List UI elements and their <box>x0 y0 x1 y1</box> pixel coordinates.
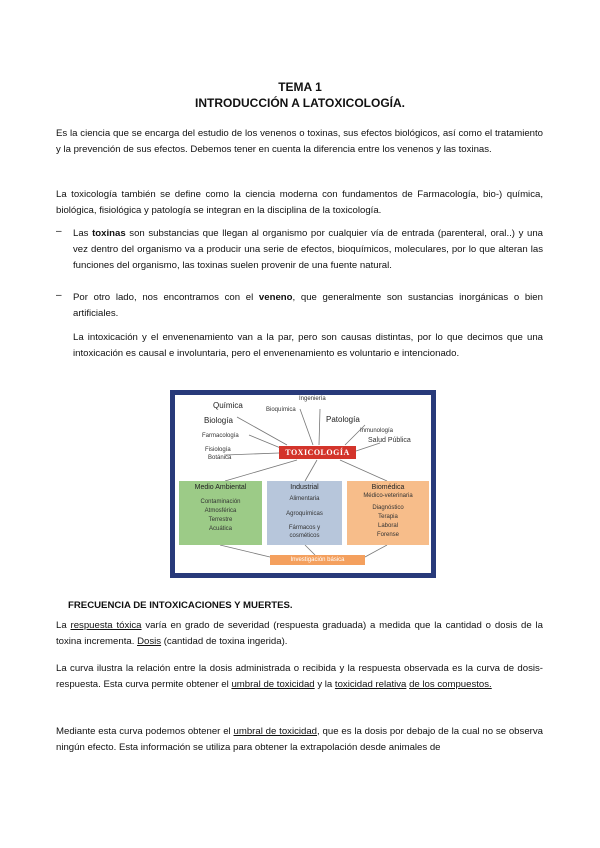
box-line: Diagnóstico <box>372 505 404 511</box>
underlined-term: Dosis <box>137 636 162 647</box>
box-line: Agroquímicas <box>286 511 323 517</box>
underlined-term: umbral de toxicidad <box>233 726 318 737</box>
intro-paragraph-1: Es la ciencia que se encarga del estudio de los venenos o toxinas, sus efectos biológicos, así como el tratamiento y la prevención de sus efectos. Debemos tener en cuenta la diferencia entre los venenos y las toxinas. <box>56 128 543 155</box>
section2-paragraph-1 <box>56 618 543 650</box>
bullet-veneno-text: , que generalmente son sustancias inorgánicas o bien artificiales. <box>73 292 543 319</box>
underlined-term: toxicidad relativa <box>334 679 407 690</box>
bullet-veneno-pre: Por otro lado, nos encontramos con el <box>73 292 259 303</box>
text-run: Mediante esta curva podemos obtener el <box>56 726 234 737</box>
underlined-term: respuesta tóxica <box>70 620 142 631</box>
box-line: Acuática <box>208 526 232 532</box>
page-title: INTRODUCCIÓN A LATOXICOLOGÍA. <box>195 96 405 110</box>
box-biomedica <box>347 481 429 545</box>
box-title: Biomédica <box>371 484 405 491</box>
toxicology-diagram <box>170 390 436 578</box>
section2-paragraph-2 <box>56 661 543 693</box>
bullet-dash: – <box>56 290 62 301</box>
label-salud-publica: Salud Pública <box>368 437 411 444</box>
box-line: Forense <box>376 532 399 538</box>
label-botanica: Botánica <box>208 455 232 461</box>
text-run: La curva ilustra la relación entre la dosis administrada o recibida y la respuesta observada es la curva de dosis-respuesta. Esta curva permite obtener el <box>56 663 543 690</box>
intro-paragraph-2: La toxicología también se define como la ciencia moderna con fundamentos de Farmacología, bio-) química, biológica, fisiológica y patología se integran en la disciplina de la toxicología. <box>56 189 543 216</box>
intro-paragraph-3: La intoxicación y el envenenamiento van a la par, pero son causas distintas, por lo que decimos que una intoxicación es causal e involuntaria, pero el envenenamiento es voluntario e intencionado. <box>73 332 543 359</box>
bullet-veneno <box>73 290 543 322</box>
box-line: Terapia <box>378 514 398 520</box>
bullet-toxinas-pre: Las <box>73 228 93 239</box>
investigacion-basica-label: Investigación básica <box>270 555 365 565</box>
tema-heading: TEMA 1 <box>278 80 322 94</box>
label-quimica: Química <box>213 401 243 410</box>
box-line: Fármacos y <box>288 525 321 531</box>
box-title: Medio Ambiental <box>194 484 247 491</box>
bullet-dash: – <box>56 226 62 237</box>
label-farmacologia: Farmacología <box>202 433 239 439</box>
text-run: varía en grado de severidad (respuesta graduada) a medida que la cantidad o dosis de la toxina incrementa. <box>56 620 544 647</box>
box-line: Atmosférica <box>204 508 237 514</box>
label-biologia: Biología <box>204 416 233 425</box>
text-run: y la <box>314 679 335 690</box>
box-industrial <box>267 481 342 545</box>
text-run: La <box>56 620 71 631</box>
box-line: Alimentaria <box>289 496 320 502</box>
label-inmunologia: Inmunología <box>360 428 394 434</box>
text-run: (cantidad de toxina ingerida). <box>161 636 288 647</box>
label-bioquimica: Bioquímica <box>266 407 296 413</box>
box-line: Médico-veterinaria <box>363 493 413 499</box>
box-medio-ambiental <box>179 481 262 545</box>
label-patologia: Patología <box>326 415 360 424</box>
underlined-term: de los compuestos. <box>409 679 492 690</box>
box-line: Contaminación <box>200 499 241 505</box>
box-line: cosméticos <box>289 533 320 539</box>
toxinas-term: toxinas <box>92 228 126 239</box>
text-run: , que es la dosis por debajo de la cual no se observa ningún efecto. Esta información se utiliza para obtener la extrapolación desde animales de <box>56 726 543 753</box>
label-fisiologia: Fisiología <box>205 447 231 453</box>
bullet-toxinas-text: son substancias que llegan al organismo por cualquier vía de entrada (parenteral, oral..) y una vez dentro del organismo va a producir una serie de efectos, bioquímicos, moleculares, por lo que alteran las funciones del organismo, las toxinas suelen provenir de una fuente natural. <box>73 228 543 271</box>
toxicologia-center-label: TOXICOLOGÍA <box>279 446 356 459</box>
box-line: Laboral <box>377 523 398 529</box>
box-title: Industrial <box>290 484 319 491</box>
section2-paragraph-3 <box>56 724 543 756</box>
label-ingenieria: Ingeniería <box>299 396 326 402</box>
section-heading-frecuencia: FRECUENCIA DE INTOXICACIONES Y MUERTES. <box>68 600 293 611</box>
box-line: Terrestre <box>208 517 233 523</box>
bullet-toxinas <box>73 226 543 274</box>
diagram-canvas <box>175 395 431 573</box>
underlined-term: umbral de toxicidad <box>231 679 315 690</box>
veneno-term: veneno <box>258 292 293 303</box>
